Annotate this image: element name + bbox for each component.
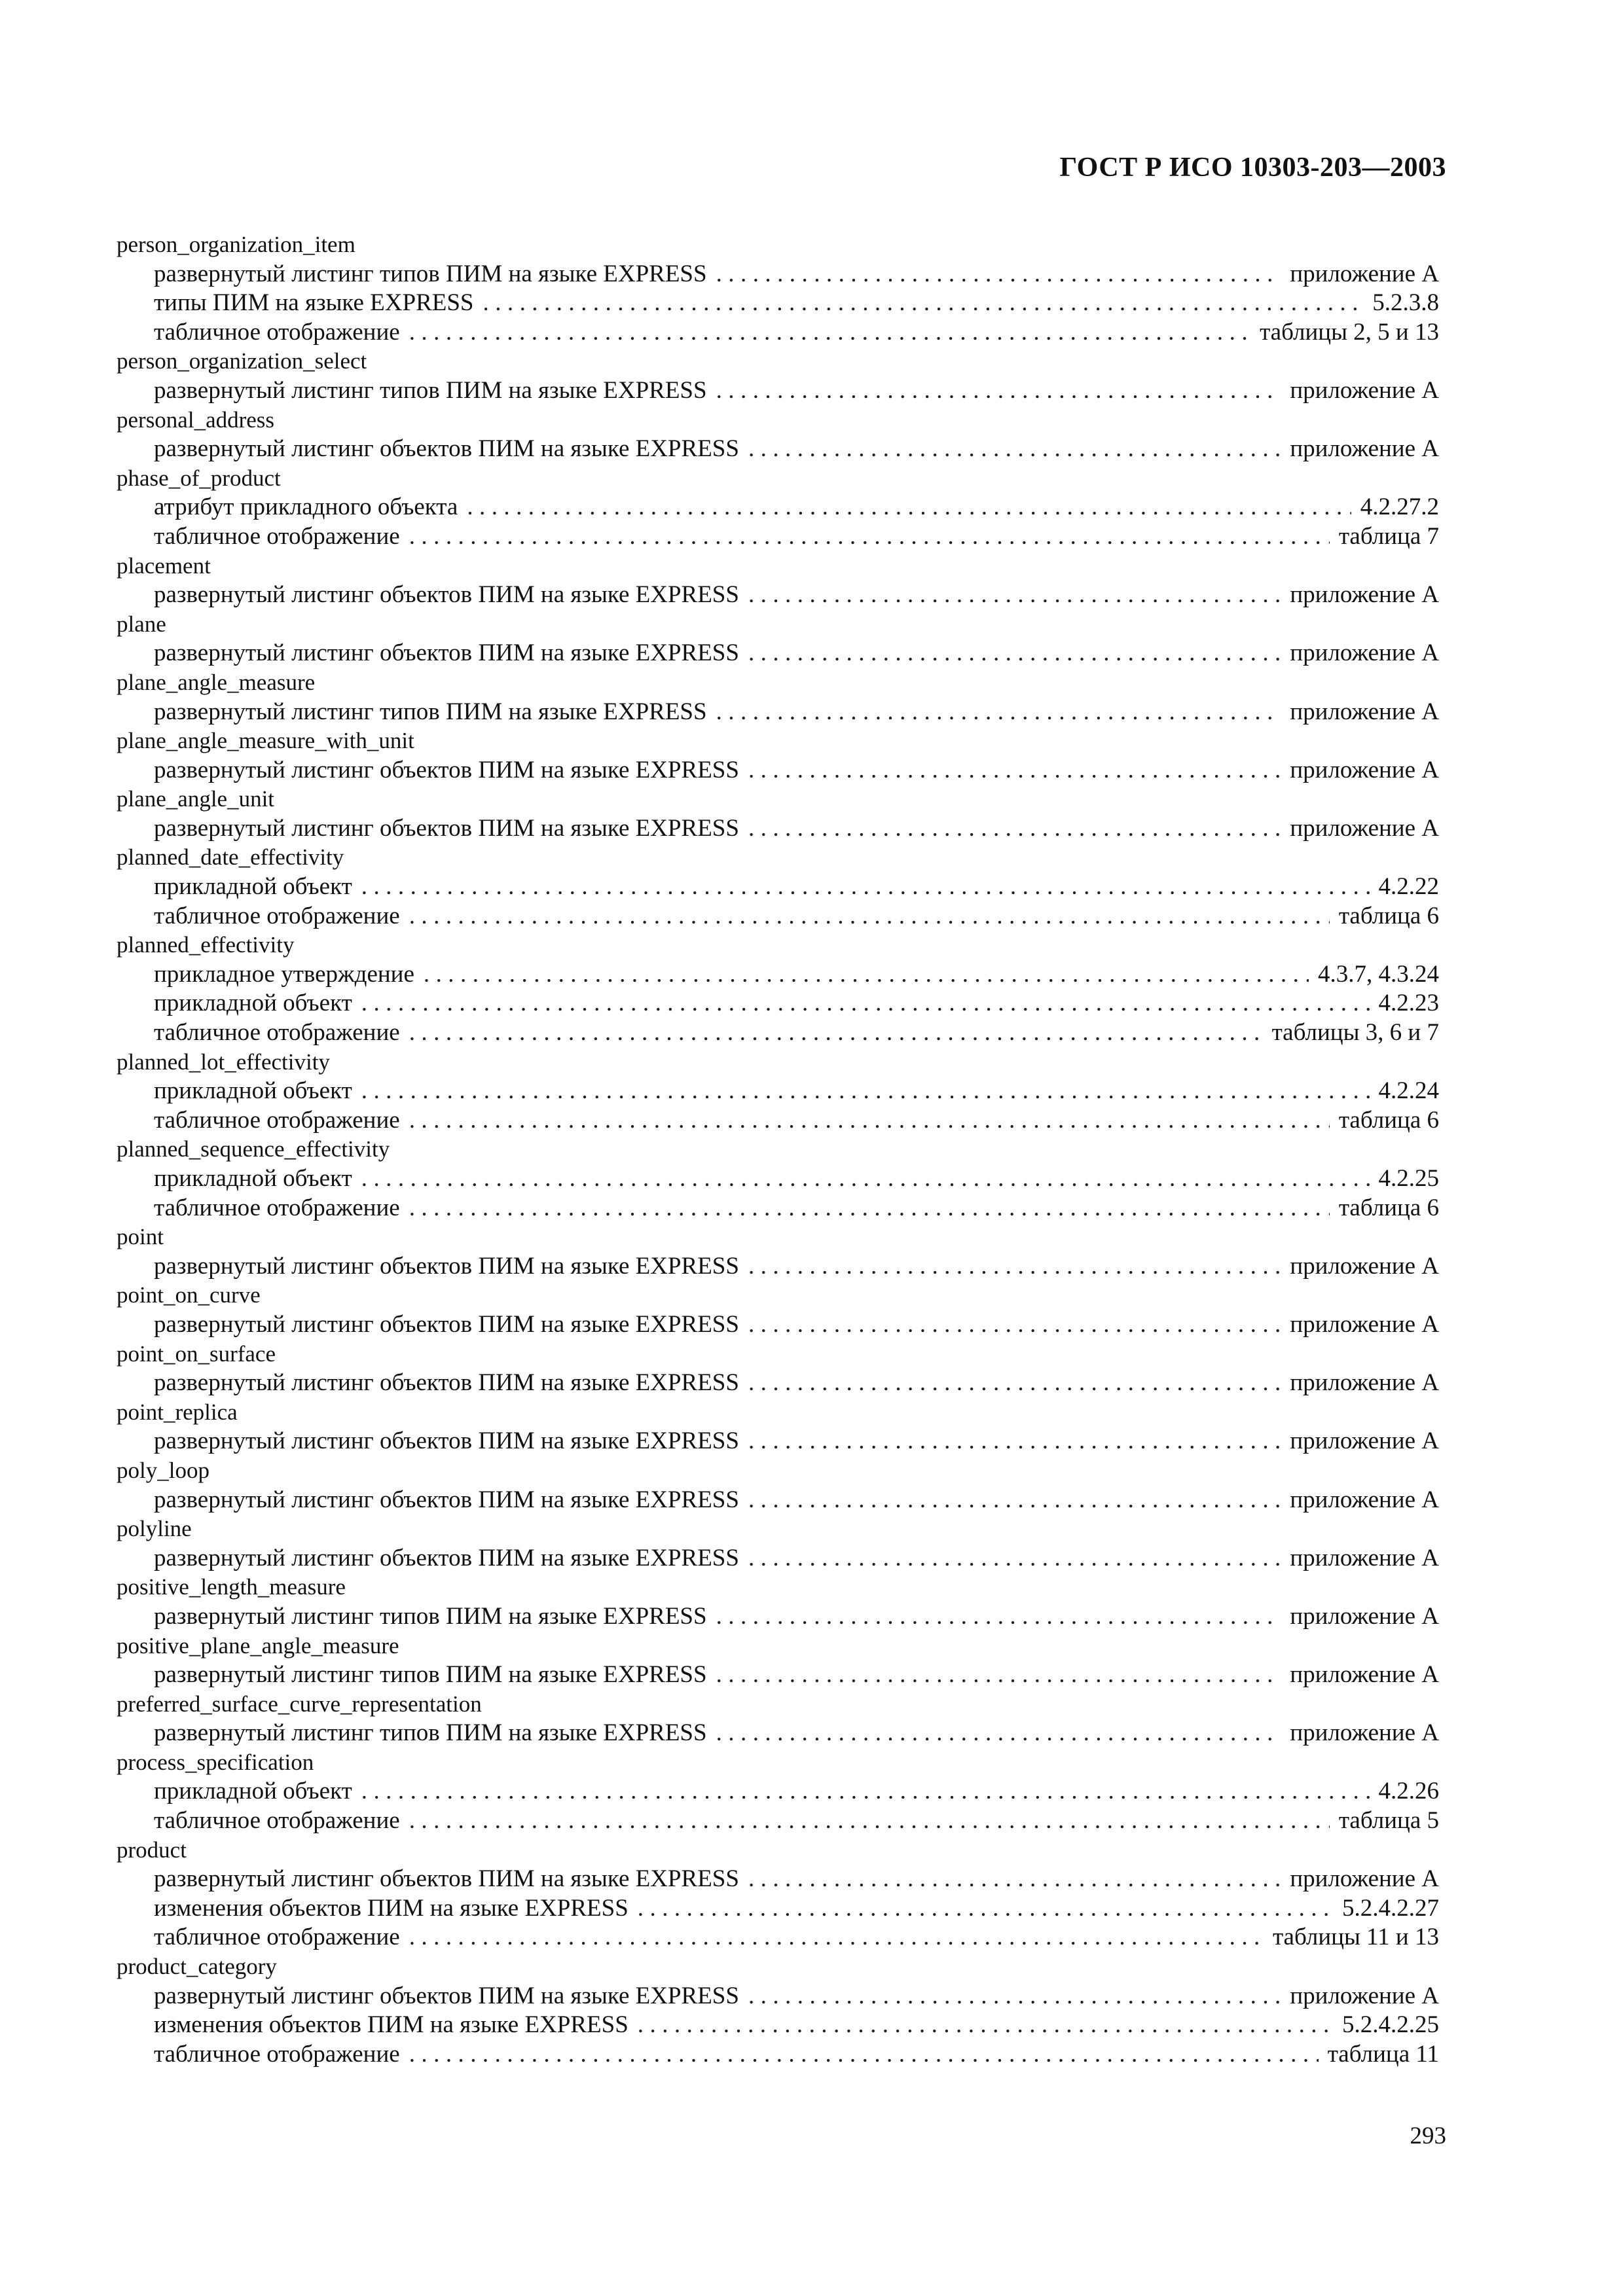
- index-entry-reference: приложение А: [1290, 260, 1439, 287]
- index-term: point: [117, 1224, 164, 1250]
- index-entry-label: табличное отображение: [154, 522, 400, 550]
- index-entry: [117, 989, 1439, 1018]
- index-entry-label: прикладной объект: [154, 873, 352, 901]
- index-entry-reference: таблицы 2, 5 и 13: [1260, 318, 1439, 346]
- index-entry: [117, 756, 1439, 785]
- index-entry: [117, 1164, 1439, 1194]
- index-entry-reference: 4.2.24: [1378, 1077, 1439, 1105]
- dot-leader: [716, 1719, 1281, 1748]
- index-entry: [117, 1018, 1439, 1048]
- dot-leader: [748, 435, 1281, 464]
- index-term: point_replica: [117, 1399, 238, 1425]
- index-entry: [117, 1660, 1439, 1690]
- index-entry-label: развернутый листинг типов ПИМ на языке EXPRESS: [154, 260, 707, 287]
- dot-leader: [638, 2011, 1333, 2040]
- index-entry: [117, 522, 1439, 552]
- index-entry-reference: 4.2.25: [1378, 1165, 1439, 1192]
- index-entry-reference: приложение А: [1290, 1661, 1439, 1689]
- index-entry-label: прикладной объект: [154, 990, 352, 1017]
- index-entry-label: табличное отображение: [154, 1807, 400, 1835]
- index-term: preferred_surface_curve_representation: [117, 1691, 482, 1717]
- index-entry: [117, 1486, 1439, 1515]
- index-entry: [117, 1310, 1439, 1340]
- dot-leader: [409, 1018, 1263, 1048]
- index-entry-label: развернутый листинг типов ПИМ на языке EXPRESS: [154, 698, 707, 725]
- index-term: point_on_surface: [117, 1340, 276, 1367]
- index-term: planned_sequence_effectivity: [117, 1136, 390, 1162]
- index-term: positive_plane_angle_measure: [117, 1632, 399, 1659]
- index-entry-label: табличное отображение: [154, 1106, 400, 1134]
- dot-leader: [409, 522, 1330, 552]
- index-entry-reference: приложение А: [1290, 435, 1439, 463]
- index-entry-label: развернутый листинг объектов ПИМ на языке EXPRESS: [154, 756, 739, 783]
- index-entry: [117, 1544, 1439, 1573]
- index-entry: [117, 1982, 1439, 2011]
- dot-leader: [409, 1923, 1264, 1952]
- index-entry: [117, 639, 1439, 668]
- index-entry-label: изменения объектов ПИМ на языке EXPRESS: [154, 1894, 629, 1922]
- index-term: plane_angle_measure_with_unit: [117, 728, 414, 754]
- dot-leader: [409, 1106, 1330, 1136]
- dot-leader: [748, 1544, 1281, 1573]
- index-term: person_organization_select: [117, 348, 367, 374]
- index-entry-label: атрибут прикладного объекта: [154, 493, 458, 521]
- index-entry-label: изменения объектов ПИМ на языке EXPRESS: [154, 2011, 629, 2039]
- index-term: polyline: [117, 1516, 192, 1542]
- index-term: person_organization_item: [117, 232, 356, 257]
- index-entry: [117, 318, 1439, 348]
- dot-leader: [748, 814, 1281, 844]
- index-entry-reference: 5.2.3.8: [1372, 289, 1439, 317]
- page-header-standard-title: ГОСТ Р ИСО 10303-203—2003: [1059, 152, 1446, 183]
- index-term: process_specification: [117, 1749, 314, 1775]
- index-entry-label: развернутый листинг объектов ПИМ на языке EXPRESS: [154, 1369, 739, 1397]
- index-entry-label: прикладной объект: [154, 1778, 352, 1805]
- index-entry-label: развернутый листинг объектов ПИМ на языке EXPRESS: [154, 1486, 739, 1513]
- dot-leader: [409, 1194, 1330, 1223]
- dot-leader: [409, 318, 1250, 348]
- index-entry-reference: 4.2.27.2: [1360, 493, 1439, 521]
- index-entry-reference: таблица 6: [1338, 902, 1439, 929]
- index-term: planned_effectivity: [117, 932, 295, 958]
- index-entry-label: развернутый листинг типов ПИМ на языке EXPRESS: [154, 1719, 707, 1747]
- dot-leader: [716, 1660, 1281, 1690]
- index-entry-reference: приложение А: [1290, 814, 1439, 842]
- index-entry-label: развернутый листинг объектов ПИМ на языке EXPRESS: [154, 581, 739, 609]
- index-entry: [117, 289, 1439, 318]
- index-term: personal_address: [117, 406, 275, 433]
- index-entry-reference: приложение А: [1290, 756, 1439, 783]
- index-entry: [117, 2040, 1439, 2070]
- index-entry-reference: приложение А: [1290, 698, 1439, 725]
- index-entry-reference: приложение А: [1290, 1719, 1439, 1747]
- dot-leader: [748, 1865, 1281, 1894]
- index-entry: [117, 1865, 1439, 1894]
- index-entry-reference: 4.3.7, 4.3.24: [1318, 960, 1439, 988]
- index-entry-reference: приложение А: [1290, 639, 1439, 667]
- index-entry-reference: приложение А: [1290, 1310, 1439, 1338]
- index-term: product: [117, 1837, 187, 1863]
- index-entry-reference: таблица 5: [1338, 1807, 1439, 1835]
- index-entry-label: развернутый листинг объектов ПИМ на языке EXPRESS: [154, 1252, 739, 1280]
- index-entry-reference: приложение А: [1290, 1865, 1439, 1893]
- index-entry-label: развернутый листинг типов ПИМ на языке EXPRESS: [154, 1602, 707, 1630]
- dot-leader: [748, 1427, 1281, 1456]
- index-entry: [117, 1252, 1439, 1282]
- index-entry-reference: 5.2.4.2.25: [1342, 2011, 1439, 2039]
- index-term: plane_angle_unit: [117, 786, 275, 812]
- index-entry-label: табличное отображение: [154, 902, 400, 929]
- index-term: poly_loop: [117, 1457, 210, 1483]
- dot-leader: [638, 1894, 1333, 1924]
- index-entry-label: развернутый листинг объектов ПИМ на языке EXPRESS: [154, 1310, 739, 1338]
- index-entry-reference: приложение А: [1290, 1544, 1439, 1571]
- index-entry-reference: таблица 6: [1338, 1106, 1439, 1134]
- index-term: positive_length_measure: [117, 1574, 346, 1600]
- index-term: phase_of_product: [117, 465, 281, 491]
- dot-leader: [361, 989, 1370, 1018]
- dot-leader: [361, 1164, 1370, 1194]
- index-entry: [117, 1923, 1439, 1952]
- dot-leader: [424, 960, 1309, 990]
- index-entry-label: прикладной объект: [154, 1165, 352, 1192]
- dot-leader: [361, 872, 1370, 902]
- index-entry: [117, 1602, 1439, 1632]
- index-entry: [117, 1194, 1439, 1223]
- index-entry-reference: таблица 7: [1338, 522, 1439, 550]
- index-term: planned_date_effectivity: [117, 844, 344, 870]
- index-entry: [117, 814, 1439, 844]
- index-entry: [117, 1369, 1439, 1398]
- dot-leader: [409, 2040, 1319, 2070]
- index-entry-label: развернутый листинг объектов ПИМ на языке EXPRESS: [154, 1544, 739, 1571]
- index-entry-label: табличное отображение: [154, 2040, 400, 2068]
- index-entry-reference: 5.2.4.2.27: [1342, 1894, 1439, 1922]
- index-entry-label: табличное отображение: [154, 1019, 400, 1047]
- page-number: 293: [1410, 2123, 1446, 2149]
- dot-leader: [716, 1602, 1281, 1632]
- index-term: point_on_curve: [117, 1282, 261, 1308]
- index-term: product_category: [117, 1954, 277, 1980]
- subject-index: [117, 230, 1439, 2069]
- index-entry: [117, 260, 1439, 289]
- index-entry-reference: таблица 11: [1327, 2040, 1439, 2068]
- index-entry-label: развернутый листинг объектов ПИМ на языке EXPRESS: [154, 1427, 739, 1455]
- index-entry-label: развернутый листинг объектов ПИМ на языке EXPRESS: [154, 1982, 739, 2009]
- index-entry: [117, 435, 1439, 464]
- index-entry-reference: 4.2.26: [1378, 1778, 1439, 1805]
- index-entry-reference: приложение А: [1290, 1252, 1439, 1280]
- index-entry: [117, 1077, 1439, 1106]
- index-entry-reference: 4.2.22: [1378, 873, 1439, 901]
- index-entry-reference: 4.2.23: [1378, 990, 1439, 1017]
- index-entry-label: развернутый листинг объектов ПИМ на языке EXPRESS: [154, 639, 739, 667]
- dot-leader: [748, 639, 1281, 668]
- index-entry-reference: приложение А: [1290, 1982, 1439, 2009]
- index-term: planned_lot_effectivity: [117, 1049, 330, 1075]
- index-entry: [117, 1427, 1439, 1456]
- index-entry: [117, 581, 1439, 610]
- index-entry: [117, 1894, 1439, 1924]
- dot-leader: [361, 1777, 1370, 1806]
- index-entry-label: прикладное утверждение: [154, 960, 414, 988]
- dot-leader: [361, 1077, 1370, 1106]
- dot-leader: [748, 1369, 1281, 1398]
- dot-leader: [748, 1982, 1281, 2011]
- dot-leader: [716, 698, 1281, 727]
- index-entry-reference: таблицы 11 и 13: [1272, 1924, 1439, 1951]
- index-entry-reference: приложение А: [1290, 1369, 1439, 1397]
- dot-leader: [467, 493, 1351, 522]
- index-entry: [117, 698, 1439, 727]
- index-term: plane: [117, 611, 166, 637]
- index-entry-reference: приложение А: [1290, 376, 1439, 404]
- index-entry-reference: таблицы 3, 6 и 7: [1271, 1019, 1439, 1047]
- index-entry-label: табличное отображение: [154, 1194, 400, 1221]
- index-entry: [117, 902, 1439, 931]
- index-entry-reference: таблица 6: [1338, 1194, 1439, 1221]
- index-entry: [117, 1777, 1439, 1806]
- index-term: placement: [117, 552, 211, 579]
- index-entry-label: табличное отображение: [154, 1924, 400, 1951]
- dot-leader: [748, 1252, 1281, 1282]
- dot-leader: [483, 289, 1364, 318]
- dot-leader: [748, 756, 1281, 785]
- index-entry-label: развернутый листинг объектов ПИМ на языке EXPRESS: [154, 814, 739, 842]
- index-entry: [117, 1806, 1439, 1836]
- index-entry: [117, 872, 1439, 902]
- index-entry-reference: приложение А: [1290, 1486, 1439, 1513]
- index-entry-reference: приложение А: [1290, 1427, 1439, 1455]
- index-entry-label: табличное отображение: [154, 318, 400, 346]
- index-entry-label: развернутый листинг объектов ПИМ на языке EXPRESS: [154, 435, 739, 463]
- index-term: plane_angle_measure: [117, 669, 316, 695]
- dot-leader: [748, 581, 1281, 610]
- index-entry: [117, 376, 1439, 406]
- index-entry-label: развернутый листинг объектов ПИМ на языке EXPRESS: [154, 1865, 739, 1893]
- index-entry: [117, 493, 1439, 522]
- index-entry: [117, 1106, 1439, 1136]
- index-entry-label: прикладной объект: [154, 1077, 352, 1105]
- index-entry: [117, 960, 1439, 990]
- dot-leader: [409, 902, 1330, 931]
- dot-leader: [716, 260, 1281, 289]
- index-entry-label: типы ПИМ на языке EXPRESS: [154, 289, 474, 317]
- dot-leader: [748, 1486, 1281, 1515]
- dot-leader: [716, 376, 1281, 406]
- index-entry-label: развернутый листинг типов ПИМ на языке EXPRESS: [154, 376, 707, 404]
- index-entry-label: развернутый листинг типов ПИМ на языке EXPRESS: [154, 1661, 707, 1689]
- dot-leader: [409, 1806, 1330, 1836]
- index-entry-reference: приложение А: [1290, 1602, 1439, 1630]
- index-entry: [117, 2011, 1439, 2040]
- dot-leader: [748, 1310, 1281, 1340]
- index-entry-reference: приложение А: [1290, 581, 1439, 609]
- index-entry: [117, 1719, 1439, 1748]
